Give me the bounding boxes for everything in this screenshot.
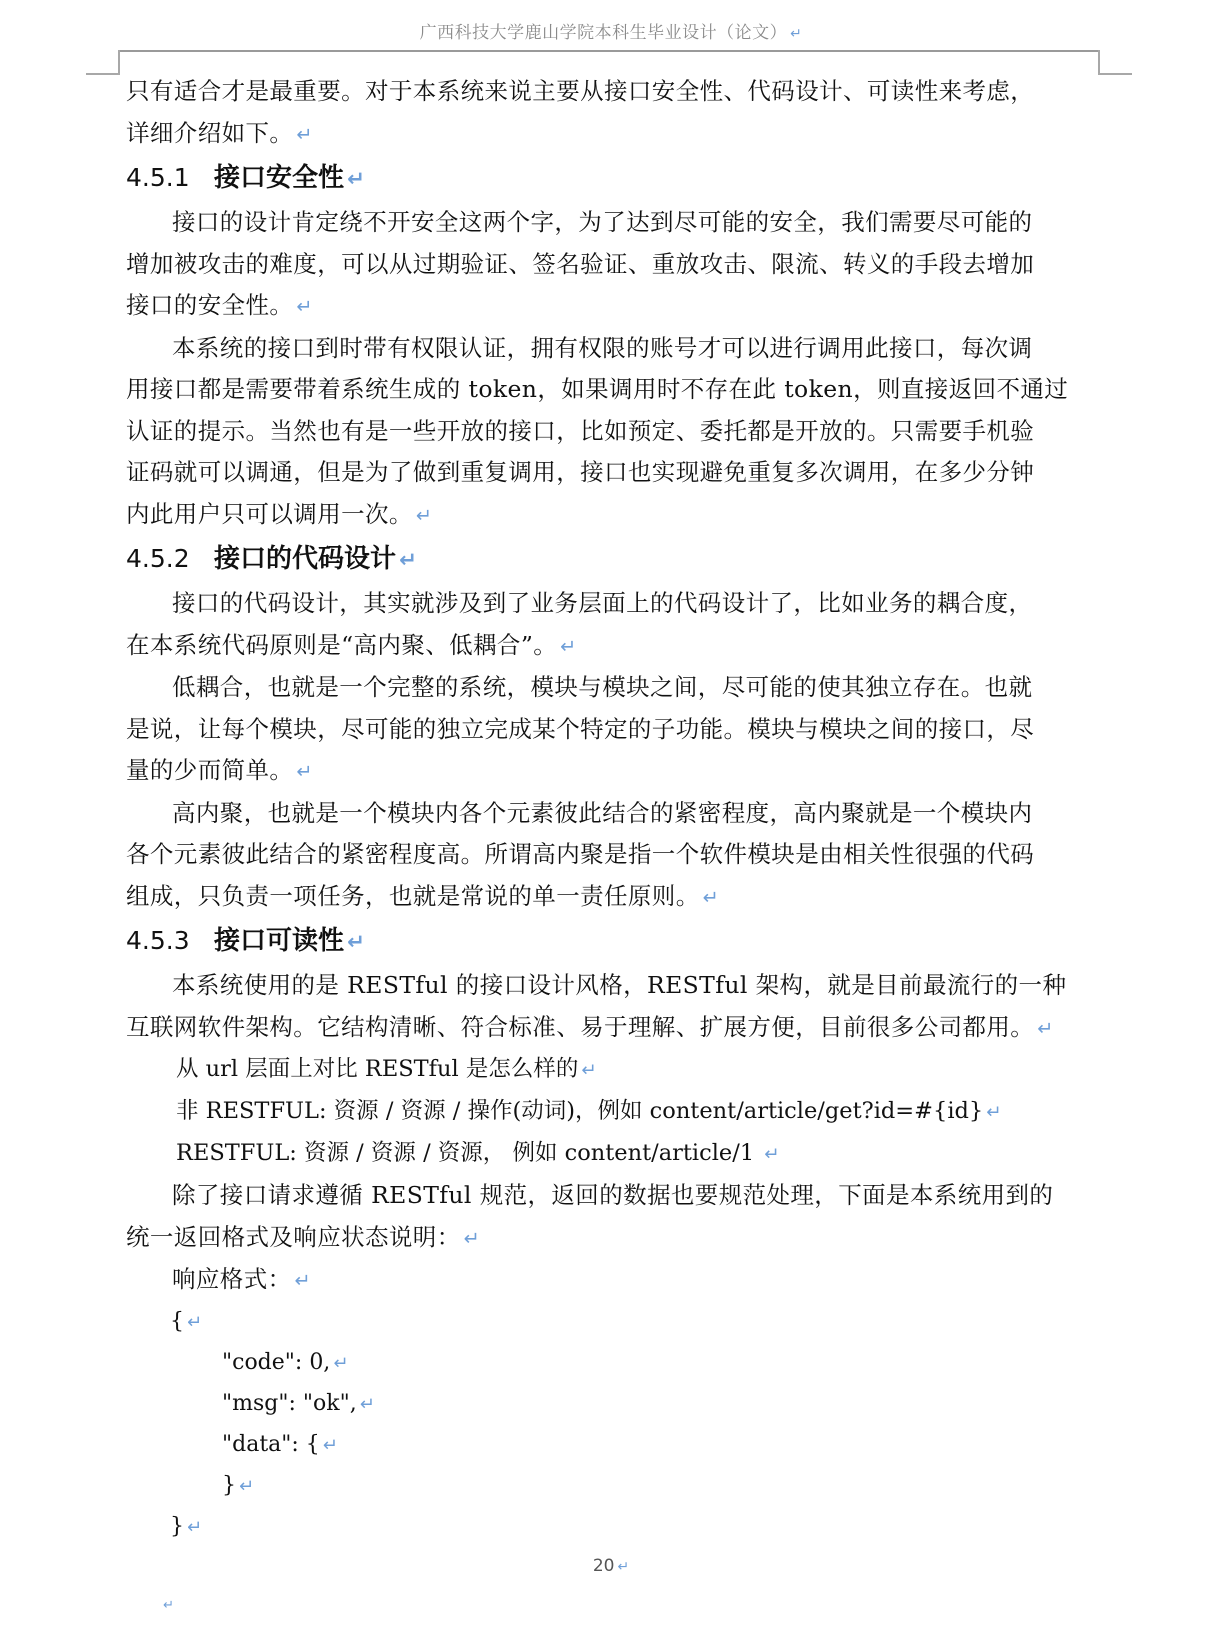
body-paragraph: 高内聚，也就是一个模块内各个元素彼此结合的紧密程度，高内聚就是一个模块内 各个元素彼此结合的紧密程度高。所谓高内聚是指一个软件模块是由相关性很强的代码 组成，只负责一项任务，也就是常说的单一责任原则。 ↵ <box>126 798 1035 910</box>
section-heading-4-5-1: 4.5.1 接口安全性 ↵ <box>126 163 365 193</box>
body-paragraph: 本系统的接口到时带有权限认证，拥有权限的账号才可以进行调用此接口，每次调 用接口都是需要带着系统生成的 token，如果调用时不存在此 token，则直接返回不通过 认证的提示。当然也有是一些开放的接口，比如预定、委托都是开放的。只需要手机验 证码就可以调通，但是为了做到重复调用，接口也实现避免重复多次调用，在多少分钟 内此用户只可以调用一次。 ↵ <box>126 333 1069 528</box>
crop-mark-top-left-h <box>86 73 120 75</box>
crop-mark-top-right-h <box>1098 73 1132 75</box>
body-paragraph: 本系统使用的是 RESTful 的接口设计风格，RESTful 架构，就是目前最流行的一种 互联网软件架构。它结构清晰、符合标准、易于理解、扩展方便，目前很多公司都用。 ↵ <box>126 971 1067 1041</box>
url-compare-non-restful: 非 RESTFUL: 资源 / 资源 / 操作(动词)，例如 content/article/get?id=#{id} ↵ <box>176 1098 1002 1124</box>
code-block <box>126 1302 1096 1548</box>
paragraph-mark-icon: ↵ <box>790 26 803 42</box>
paragraph-mark-icon: ↵ <box>986 1102 1002 1123</box>
paragraph-mark-icon: ↵ <box>1037 1016 1054 1040</box>
paragraph-mark-icon: ↵ <box>187 1516 203 1538</box>
paragraph-mark-icon: ↵ <box>415 503 433 527</box>
paragraph-mark-icon: ↵ <box>463 1226 481 1250</box>
header-rule <box>120 50 1098 52</box>
paragraph-mark-icon: ↵ <box>617 1559 630 1575</box>
paragraph-mark-icon: ↵ <box>333 1352 349 1374</box>
paragraph-mark-icon: ↵ <box>560 634 577 658</box>
paragraph-mark-icon: ↵ <box>294 1269 312 1292</box>
trailing-paragraph-mark <box>160 1594 174 1613</box>
paragraph-mark-icon: ↵ <box>296 295 313 318</box>
url-compare-intro: 从 url 层面上对比 RESTful 是怎么样的 ↵ <box>176 1056 597 1082</box>
paragraph-mark-icon: ↵ <box>239 1475 255 1497</box>
code-line: } ↵ <box>170 1513 203 1539</box>
body-paragraph: 低耦合，也就是一个完整的系统，模块与模块之间，尽可能的使其独立存在。也就 是说，让每个模块，尽可能的独立完成某个特定的子功能。模块与模块之间的接口，尽 量的少而简单。 ↵ <box>126 673 1035 784</box>
paragraph-mark-icon: ↵ <box>347 167 365 192</box>
paragraph-mark-icon: ↵ <box>322 1434 338 1456</box>
url-compare-restful: RESTFUL: 资源 / 资源 / 资源， 例如 content/article/1 ↵ <box>176 1140 780 1166</box>
code-line: "data": { ↵ <box>222 1431 338 1457</box>
body-paragraph: 接口的代码设计，其实就涉及到了业务层面上的代码设计了，比如业务的耦合度， 在本系统代码原则是“高内聚、低耦合”。 ↵ <box>126 589 1033 659</box>
paragraph-mark-icon: ↵ <box>581 1060 597 1081</box>
paragraph-mark-icon: ↵ <box>296 122 313 146</box>
crop-mark-top-left <box>118 50 120 74</box>
paragraph-mark-icon: ↵ <box>187 1311 203 1333</box>
body-paragraph: 接口的设计肯定绕不开安全这两个字，为了达到尽可能的安全，我们需要尽可能的 增加被攻击的难度，可以从过期验证、签名验证、重放攻击、限流、转义的手段去增加 接口的安全性。 ↵ <box>126 208 1035 319</box>
paragraph-mark-icon: ↵ <box>702 885 720 909</box>
paragraph-mark-icon: ↵ <box>296 760 313 783</box>
crop-mark-top-right <box>1098 50 1100 74</box>
paragraph-mark-icon: ↵ <box>764 1144 780 1165</box>
intro-paragraph: 只有适合才是最重要。对于本系统来说主要从接口安全性、代码设计、可读性来考虑， 详细介绍如下。 ↵ <box>126 77 1035 147</box>
paragraph-mark-icon: ↵ <box>399 548 417 573</box>
body-paragraph: 除了接口请求遵循 RESTful 规范，返回的数据也要规范处理，下面是本系统用到的 统一返回格式及响应状态说明： ↵ <box>126 1181 1054 1251</box>
header-title: 广西科技大学鹿山学院本科生毕业设计（论文） <box>419 23 788 43</box>
page-body <box>126 71 1096 1548</box>
code-line: "code": 0, ↵ <box>222 1349 349 1375</box>
code-line: "msg": "ok", ↵ <box>222 1390 375 1416</box>
code-line: { ↵ <box>170 1308 203 1334</box>
paragraph-mark-icon: ↵ <box>163 1598 174 1613</box>
page-number: 20 ↵ <box>592 1556 630 1576</box>
section-heading-4-5-3: 4.5.3 接口可读性 ↵ <box>126 926 365 956</box>
page-header <box>0 18 1222 43</box>
paragraph-mark-icon: ↵ <box>359 1393 375 1415</box>
section-heading-4-5-2: 4.5.2 接口的代码设计 ↵ <box>126 544 417 574</box>
paragraph-mark-icon: ↵ <box>347 930 365 955</box>
code-line: } ↵ <box>222 1472 255 1498</box>
response-format-label: 响应格式： ↵ <box>172 1265 312 1293</box>
